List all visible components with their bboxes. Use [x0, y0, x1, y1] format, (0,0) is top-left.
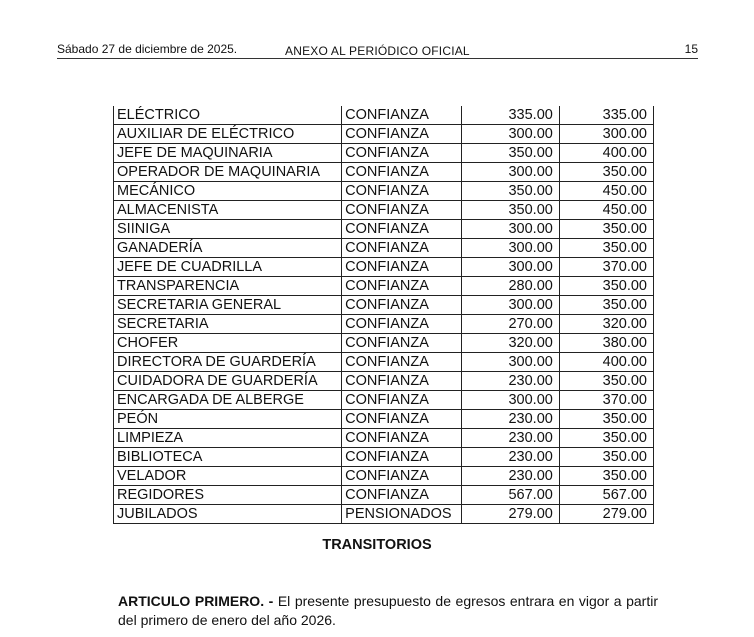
- type-cell: CONFIANZA: [342, 353, 462, 372]
- max-salary-cell: 567.00: [559, 486, 653, 505]
- type-cell: CONFIANZA: [342, 277, 462, 296]
- table-row: [114, 410, 654, 429]
- table-row: [114, 163, 654, 182]
- min-salary-cell: 270.00: [461, 315, 559, 334]
- min-salary-cell: 230.00: [461, 467, 559, 486]
- type-cell: CONFIANZA: [342, 106, 462, 125]
- table-row: [114, 429, 654, 448]
- min-salary-cell: 350.00: [461, 201, 559, 220]
- max-salary-cell: 450.00: [559, 182, 653, 201]
- min-salary-cell: 350.00: [461, 144, 559, 163]
- position-cell: ENCARGADA DE ALBERGE: [114, 391, 342, 410]
- position-cell: VELADOR: [114, 467, 342, 486]
- max-salary-cell: 335.00: [559, 106, 653, 125]
- position-cell: PEÓN: [114, 410, 342, 429]
- table-row: [114, 315, 654, 334]
- table-row: [114, 201, 654, 220]
- position-cell: SIINIGA: [114, 220, 342, 239]
- min-salary-cell: 280.00: [461, 277, 559, 296]
- type-cell: CONFIANZA: [342, 410, 462, 429]
- table-row: [114, 125, 654, 144]
- min-salary-cell: 300.00: [461, 296, 559, 315]
- position-cell: JUBILADOS: [114, 505, 342, 524]
- position-cell: REGIDORES: [114, 486, 342, 505]
- table-row: [114, 106, 654, 125]
- table-row: [114, 467, 654, 486]
- type-cell: CONFIANZA: [342, 334, 462, 353]
- table-row: [114, 334, 654, 353]
- position-cell: ELÉCTRICO: [114, 106, 342, 125]
- position-cell: SECRETARIA: [114, 315, 342, 334]
- min-salary-cell: 230.00: [461, 429, 559, 448]
- type-cell: CONFIANZA: [342, 391, 462, 410]
- table-row: [114, 448, 654, 467]
- position-cell: MECÁNICO: [114, 182, 342, 201]
- type-cell: PENSIONADOS: [342, 505, 462, 524]
- table-row: [114, 277, 654, 296]
- type-cell: CONFIANZA: [342, 467, 462, 486]
- section-title: TRANSITORIOS: [322, 537, 432, 553]
- position-cell: OPERADOR DE MAQUINARIA: [114, 163, 342, 182]
- max-salary-cell: 279.00: [559, 505, 653, 524]
- min-salary-cell: 350.00: [461, 182, 559, 201]
- position-cell: ALMACENISTA: [114, 201, 342, 220]
- type-cell: CONFIANZA: [342, 429, 462, 448]
- min-salary-cell: 300.00: [461, 391, 559, 410]
- salary-table: [113, 106, 654, 524]
- page-number: 15: [684, 42, 698, 56]
- type-cell: CONFIANZA: [342, 315, 462, 334]
- position-cell: JEFE DE CUADRILLA: [114, 258, 342, 277]
- min-salary-cell: 300.00: [461, 353, 559, 372]
- type-cell: CONFIANZA: [342, 372, 462, 391]
- max-salary-cell: 350.00: [559, 296, 653, 315]
- table-row: [114, 391, 654, 410]
- min-salary-cell: 230.00: [461, 372, 559, 391]
- min-salary-cell: 300.00: [461, 239, 559, 258]
- position-cell: CHOFER: [114, 334, 342, 353]
- min-salary-cell: 300.00: [461, 258, 559, 277]
- table-row: [114, 220, 654, 239]
- position-cell: GANADERÍA: [114, 239, 342, 258]
- header-date: Sábado 27 de diciembre de 2025.: [57, 42, 238, 56]
- max-salary-cell: 350.00: [559, 277, 653, 296]
- type-cell: CONFIANZA: [342, 125, 462, 144]
- min-salary-cell: 300.00: [461, 220, 559, 239]
- max-salary-cell: 350.00: [559, 429, 653, 448]
- min-salary-cell: 230.00: [461, 448, 559, 467]
- max-salary-cell: 350.00: [559, 372, 653, 391]
- article-primero: [118, 592, 658, 630]
- min-salary-cell: 300.00: [461, 163, 559, 182]
- type-cell: CONFIANZA: [342, 296, 462, 315]
- position-cell: DIRECTORA DE GUARDERÍA: [114, 353, 342, 372]
- min-salary-cell: 230.00: [461, 410, 559, 429]
- type-cell: CONFIANZA: [342, 258, 462, 277]
- table-row: [114, 372, 654, 391]
- type-cell: CONFIANZA: [342, 239, 462, 258]
- max-salary-cell: 370.00: [559, 391, 653, 410]
- max-salary-cell: 350.00: [559, 448, 653, 467]
- min-salary-cell: 300.00: [461, 125, 559, 144]
- type-cell: CONFIANZA: [342, 486, 462, 505]
- type-cell: CONFIANZA: [342, 163, 462, 182]
- table-row: [114, 505, 654, 524]
- table-row: [114, 239, 654, 258]
- min-salary-cell: 320.00: [461, 334, 559, 353]
- max-salary-cell: 450.00: [559, 201, 653, 220]
- page-header: [57, 42, 698, 59]
- max-salary-cell: 400.00: [559, 353, 653, 372]
- position-cell: JEFE DE MAQUINARIA: [114, 144, 342, 163]
- min-salary-cell: 567.00: [461, 486, 559, 505]
- type-cell: CONFIANZA: [342, 144, 462, 163]
- table-row: [114, 486, 654, 505]
- type-cell: CONFIANZA: [342, 448, 462, 467]
- table-row: [114, 258, 654, 277]
- table-row: [114, 296, 654, 315]
- max-salary-cell: 350.00: [559, 163, 653, 182]
- type-cell: CONFIANZA: [342, 201, 462, 220]
- table-row: [114, 353, 654, 372]
- position-cell: TRANSPARENCIA: [114, 277, 342, 296]
- max-salary-cell: 350.00: [559, 220, 653, 239]
- header-title: ANEXO AL PERIÓDICO OFICIAL: [285, 44, 470, 58]
- position-cell: SECRETARIA GENERAL: [114, 296, 342, 315]
- article-lead: ARTICULO PRIMERO. -: [118, 593, 274, 609]
- max-salary-cell: 350.00: [559, 467, 653, 486]
- max-salary-cell: 400.00: [559, 144, 653, 163]
- table-row: [114, 144, 654, 163]
- type-cell: CONFIANZA: [342, 220, 462, 239]
- max-salary-cell: 350.00: [559, 410, 653, 429]
- max-salary-cell: 350.00: [559, 239, 653, 258]
- table-row: [114, 182, 654, 201]
- position-cell: CUIDADORA DE GUARDERÍA: [114, 372, 342, 391]
- min-salary-cell: 335.00: [461, 106, 559, 125]
- article-text: El presente presupuesto de egresos entrara en vigor a partir del primero de enero del año 2026.: [118, 593, 658, 628]
- position-cell: LIMPIEZA: [114, 429, 342, 448]
- type-cell: CONFIANZA: [342, 182, 462, 201]
- max-salary-cell: 300.00: [559, 125, 653, 144]
- max-salary-cell: 370.00: [559, 258, 653, 277]
- max-salary-cell: 320.00: [559, 315, 653, 334]
- min-salary-cell: 279.00: [461, 505, 559, 524]
- max-salary-cell: 380.00: [559, 334, 653, 353]
- position-cell: AUXILIAR DE ELÉCTRICO: [114, 125, 342, 144]
- position-cell: BIBLIOTECA: [114, 448, 342, 467]
